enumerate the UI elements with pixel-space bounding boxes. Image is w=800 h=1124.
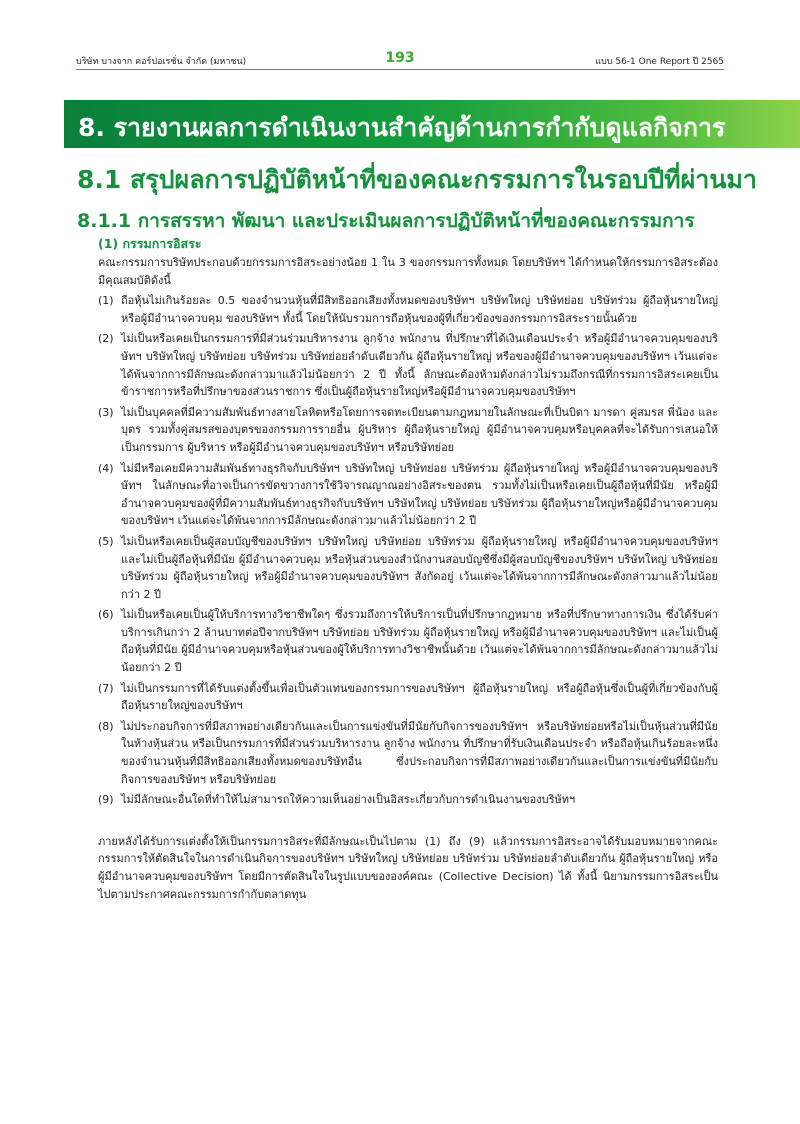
list-item-text: ถือหุ้นไม่เกินร้อยละ 0.5 ของจำนวนหุ้นที่มีสิทธิออกเสียงทั้งหมดของบริษัทฯ บริษัทใหญ่ บริษัทย่อย บริษัทร่วม ผู้ถือหุ้นรายใหญ่ หรือผู้มีอำนาจควบคุม ของบริษัทฯ ทั้งนี้ โดยให้นับรวมการถือหุ้นของผู้ที่เกี่ยวข้องของกรรมการอิสระรายนั้นด้วย [121, 294, 718, 325]
list-item-text: ไม่เป็นหรือเคยเป็นผู้สอบบัญชีของบริษัทฯ บริษัทใหญ่ บริษัทย่อย บริษัทร่วม ผู้ถือหุ้นรายใหญ่ หรือผู้มีอำนาจควบคุมของบริษัทฯ และไม่เป็นผู้ถือหุ้นที่มีนัย ผู้มีอำนาจควบคุม หรือหุ้นส่วนของสำนักงานสอบบัญชีซึ่งมีผู้สอบบัญชีของบริษัทฯ บริษัทใหญ่ บริษัทย่อย บริษัทร่วม ผู้ถือหุ้นรายใหญ่ หรือผู้มีอำนาจควบคุมของบริษัทฯ สังกัดอยู่ เว้นแต่จะได้พ้นจากการมีลักษณะดังกล่าวมาแล้วไม่น้อยกว่า 2 ปี [121, 534, 718, 601]
list-item-text: ไม่เป็นบุคคลที่มีความสัมพันธ์ทางสายโลหิตหรือโดยการจดทะเบียนตามกฎหมายในลักษณะที่เป็นบิดา มารดา คู่สมรส พี่น้อง และบุตร รวมทั้งคู่สมรสของบุตรของกรรมการรายอื่น ผู้บริหาร ผู้ถือหุ้นรายใหญ่ ผู้มีอำนาจควบคุมหรือบุคคลที่จะได้รับการเสนอให้เป็นกรรมการ ผู้บริหาร หรือผู้มีอำนาจควบคุมของบริษัทฯ หรือบริษัทย่อย [121, 405, 718, 454]
body-content [98, 254, 718, 914]
section-title: 8.1 สรุปผลการปฏิบัติหน้าที่ของคณะกรรมการในรอบปีที่ผ่านมา [77, 165, 757, 194]
list-item-number: (5) [98, 534, 114, 548]
list-item-number: (6) [98, 608, 114, 622]
list-item [98, 680, 718, 715]
list-item-text: ไม่ประกอบกิจการที่มีสภาพอย่างเดียวกันและเป็นการแข่งขันที่มีนัยกับกิจการของบริษัทฯ หรือบริษัทย่อยหรือไม่เป็นหุ้นส่วนที่มีนัยในห้างหุ้นส่วน หรือเป็นกรรมการที่มีส่วนร่วมบริหารงาน ลูกจ้าง พนักงาน ที่ปรึกษาที่รับเงินเดือนประจำ หรือถือหุ้นเกินร้อยละหนึ่งของจำนวนหุ้นที่มีสิทธิออกเสียงทั้งหมดของบริษัทอื่น ซึ่งประกอบกิจการที่มีสภาพอย่างเดียวกันและเป็นการแข่งขันที่มีนัยกับกิจการของบริษัทฯ หรือบริษัทย่อย [121, 719, 718, 786]
list-item-number: (8) [98, 719, 114, 733]
list-item [98, 460, 718, 530]
list-item-number: (1) [98, 294, 114, 308]
list-item-text: ไม่มีลักษณะอื่นใดที่ทำให้ไม่สามารถให้ความเห็นอย่างเป็นอิสระเกี่ยวกับการดำเนินงานของบริษัทฯ [121, 793, 576, 807]
company-name: บริษัท บางจาก คอร์ปอเรชั่น จำกัด (มหาชน) [76, 57, 247, 67]
list-item-number: (4) [98, 461, 114, 475]
list-item [98, 533, 718, 603]
list-item-number: (3) [98, 405, 114, 419]
list-item [98, 718, 718, 788]
list-item [98, 791, 718, 809]
list-item [98, 330, 718, 400]
list-item-number: (9) [98, 793, 114, 807]
chapter-title: 8. รายงานผลการดำเนินงานสำคัญด้านการกำกับดูแลกิจการ [78, 113, 726, 142]
closing-paragraph: ภายหลังได้รับการแต่งตั้งให้เป็นกรรมการอิสระที่มีลักษณะเป็นไปตาม (1) ถึง (9) แล้วกรรมการอิสระอาจได้รับมอบหมายจากคณะกรรมการให้ตัดสินใจในการดำเนินกิจการของบริษัทฯ บริษัทใหญ่ บริษัทย่อย บริษัทร่วม บริษัทย่อยลำดับเดียวกัน ผู้ถือหุ้นรายใหญ่ หรือผู้มีอำนาจควบคุมของบริษัทฯ โดยมีการตัดสินใจในรูปแบบขององค์คณะ (Collective Decision) ได้ ทั้งนี้ นิยามกรรมการอิสระเป็นไปตามประกาศคณะกรรมการกำกับตลาดทุน [98, 834, 718, 901]
report-name: แบบ 56-1 One Report ปี 2565 [595, 57, 724, 67]
list-item-text: ไม่เป็นหรือเคยเป็นผู้ให้บริการทางวิชาชีพใดๆ ซึ่งรวมถึงการให้บริการเป็นที่ปรึกษากฎหมาย หรือที่ปรึกษาทางการเงิน ซึ่งได้รับค่าบริการเกินกว่า 2 ล้านบาทต่อปีจากบริษัทฯ บริษัทย่อย บริษัทร่วม ผู้ถือหุ้นรายใหญ่ หรือผู้มีอำนาจควบคุมของบริษัทฯ และไม่เป็นผู้ถือหุ้นที่มีนัย ผู้มีอำนาจควบคุมหรือหุ้นส่วนของผู้ให้บริการทางวิชาชีพนั้นด้วย เว้นแต่จะได้พ้นจากการมีลักษณะดังกล่าวมาแล้วไม่น้อยกว่า 2 ปี [121, 608, 718, 675]
subheading-independent-directors: (1) กรรมการอิสระ [98, 236, 202, 251]
list-item-text: ไม่เป็นหรือเคยเป็นกรรมการที่มีส่วนร่วมบริหารงาน ลูกจ้าง พนักงาน ที่ปรึกษาที่ได้เงินเดือนประจำ หรือผู้มีอำนาจควบคุมของบริษัทฯ บริษัทใหญ่ บริษัทย่อย บริษัทร่วม บริษัทย่อยลำดับเดียวกัน ผู้ถือหุ้นรายใหญ่ หรือของผู้มีอำนาจควบคุมของบริษัทฯ เว้นแต่จะได้พ้นจากการมีลักษณะดังกล่าวมาแล้วไม่น้อยกว่า 2 ปี ทั้งนี้ ลักษณะต้องห้ามดังกล่าวไม่รวมถึงกรณีที่กรรมการอิสระเคยเป็นข้าราชการหรือที่ปรึกษาของส่วนราชการ ซึ่งเป็นผู้ถือหุ้นรายใหญ่หรือผู้มีอำนาจควบคุมของบริษัทฯ [121, 332, 718, 399]
chapter-banner [64, 100, 800, 148]
list-item-number: (7) [98, 681, 114, 695]
list-item-text: ไม่เป็นกรรมการที่ได้รับแต่งตั้งขึ้นเพื่อเป็นตัวแทนของกรรมการของบริษัทฯ ผู้ถือหุ้นรายใหญ่ หรือผู้ถือหุ้นซึ่งเป็นผู้ที่เกี่ยวข้องกับผู้ถือหุ้นรายใหญ่ของบริษัทฯ [121, 681, 718, 713]
subsection-title: 8.1.1 การสรรหา พัฒนา และประเมินผลการปฏิบัติหน้าที่ของคณะกรรมการ [77, 210, 695, 232]
page-number: 193 [385, 50, 415, 66]
list-item [98, 606, 718, 676]
list-item [98, 292, 718, 327]
list-item-text: ไม่มีหรือเคยมีความสัมพันธ์ทางธุรกิจกับบริษัทฯ บริษัทใหญ่ บริษัทย่อย บริษัทร่วม ผู้ถือหุ้นรายใหญ่ หรือผู้มีอำนาจควบคุมของบริษัทฯ ในลักษณะที่อาจเป็นการขัดขวางการใช้วิจารณญาณอย่างอิสระของตน รวมทั้งไม่เป็นหรือเคยเป็นผู้ถือหุ้นที่มีนัย หรือผู้มีอำนาจควบคุมของผู้ที่มีความสัมพันธ์ทางธุรกิจกับบริษัทฯ บริษัทใหญ่ บริษัทย่อย บริษัทร่วม ผู้ถือหุ้นรายใหญ่หรือผู้มีอำนาจควบคุมของบริษัทฯ เว้นแต่จะได้พ้นจากการมีลักษณะดังกล่าวมาแล้วไม่น้อยกว่า 2 ปี [121, 461, 718, 528]
page-header [0, 0, 800, 72]
header-divider [76, 69, 724, 70]
intro-paragraph: คณะกรรมการบริษัทประกอบด้วยกรรมการอิสระอย่างน้อย 1 ใน 3 ของกรรมการทั้งหมด โดยบริษัทฯ ได้กำหนดให้กรรมการอิสระต้องมีคุณสมบัติดังนี้ [98, 256, 718, 287]
list-item [98, 404, 718, 457]
list-item-number: (2) [98, 332, 114, 346]
criteria-list [98, 292, 718, 809]
